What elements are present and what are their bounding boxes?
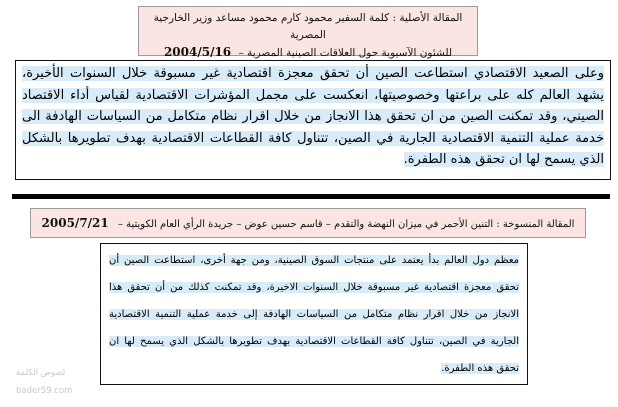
copied-article-header [30, 208, 586, 238]
copied-article-source: المقالة المنسوخة : التنين الأحمر في ميزان النهضة والتقدم – قاسم حسين عوض – جريدة الرأي العام الكويتية – [117, 219, 575, 230]
copied-article-excerpt-box [100, 243, 528, 385]
copied-article-text: معظم دول العالم بدأ يعتمد على منتجات السوق الصينية، ومن جهة أخرى، استطاعت الصين أن تحقق معجزة اقتصادية غير مسبوقة خلال السنوات الاخيرة، وقد تمكنت كذلك من أن تحقق هذا الانجاز من خلال اقرار نظام متكامل من السياسات الهادفة إلى خدمة عملية التنمية الاقتصادية الجارية في الصين، تتناول كافة القطاعات الاقتصادية بهدف تطويرها بالشكل الذي يسمح لها ان تحقق هذه الطفرة. [109, 255, 519, 374]
original-article-date: 2004/5/16 [163, 45, 232, 59]
original-article-header [138, 6, 478, 59]
section-divider [12, 194, 610, 199]
original-article-text: وعلى الصعيد الاقتصادي استطاعت الصين أن تحقق معجزة اقتصادية غير مسبوقة خلال السنوات الأخيرة، يشهد العالم كله على براعتها وخصوصيتها، انعكست على مجمل المؤشرات الاقتصادية لقياس أداء الاقتصاد الصيني، وقد تمكنت الصين من ان تحقق هذا الانجاز من خلال اقرار نظام متكامل من السياسات الهادفة الى خدمة عملية التنمية الاقتصادية الجارية في الصين، تتناول كافة القطاعات الاقتصادية بهدف تطويرها بالشكل الذي يسمح لها ان تحقق هذه الطفرة. [22, 66, 604, 167]
original-article-excerpt [22, 63, 604, 171]
copied-article-excerpt [109, 247, 519, 382]
original-article-topic: للشئون الآسيوية حول العلاقات الصينية المصرية – [238, 47, 453, 59]
watermark-site: bader59.com [16, 386, 73, 396]
watermark-name: لصوص الكلمة [16, 368, 66, 378]
original-article-source: المقالة الأصلية : كلمة السفير محمود كارم محمود مساعد وزير الخارجية المصرية [153, 12, 463, 41]
original-article-excerpt-box [15, 60, 611, 180]
copied-article-date: 2005/7/21 [41, 216, 109, 230]
